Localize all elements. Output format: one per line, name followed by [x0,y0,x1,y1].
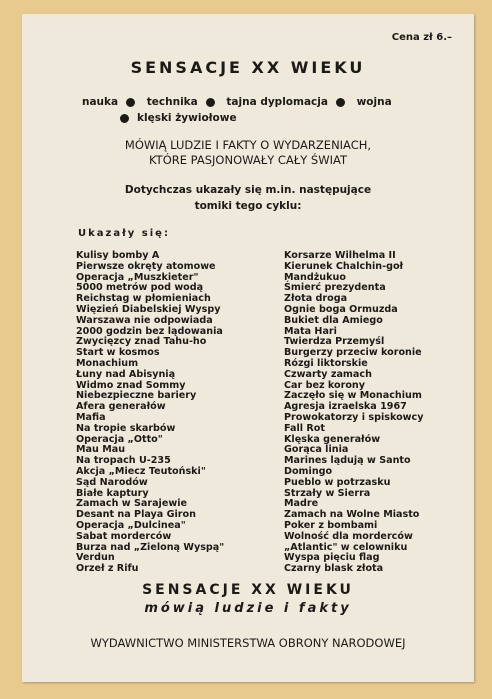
book-title-item: Złota droga [284,293,348,305]
book-title-item: Poker z bombami [284,519,378,531]
book-title-item: Mandżukuo [284,271,346,283]
book-title-item: Mafia [76,411,106,423]
book-title-item: „Atlantic" w celowniku [284,541,408,553]
book-title-item: Burza nad „Zieloną Wyspą" [76,541,225,553]
book-title-item: Car bez korony [284,379,366,391]
left-title-list [76,251,224,575]
book-title-item: Operacja „Dulcinea" [76,519,186,531]
book-title-item: Białe kaptury [76,487,149,499]
book-title-item: Korsarze Wilhelma II [284,250,396,261]
book-title-item: Rózgi liktorskie [284,357,368,369]
book-title-item: Burgerzy przeciw koronie [284,347,422,359]
book-title-item: Widmo znad Sommy [76,379,186,391]
book-title-item: Zamach na Wolne Miasto [284,509,420,521]
topic: tajna dyplomacja [226,96,328,108]
topics-line [82,94,462,126]
book-title-item: 5000 metrów pod wodą [76,282,204,294]
book-title-item: Reichstag w płomieniach [76,293,211,305]
series-title: SENSACJE XX WIEKU [130,58,366,77]
book-title-item: 2000 godzin bez lądowania [76,325,223,337]
bullet-icon [206,98,215,107]
book-title-item: Zaczęło się w Monachium [284,390,422,402]
book-title-item: Afera generałów [76,401,166,413]
tagline [22,138,474,168]
topic: klęski żywiołowe [137,112,237,124]
book-title-item: Marines lądują w Santo [284,455,411,467]
book-title-item: Strzały w Sierra [284,487,371,499]
book-title-item: Akcja „Miecz Teutoński" [76,465,206,477]
book-title-item: Warszawa nie odpowiada [76,314,213,326]
book-title-item: Mata Hari [284,325,337,337]
book-title-item: Kierunek Chalchin-goł [284,260,404,272]
book-title-item: Pueblo w potrzasku [284,476,391,488]
book-title-item: Śmierć prezydenta [284,282,386,294]
publisher-name: WYDAWNICTWO MINISTERSTWA OBRONY NARODOWEJ [90,636,406,650]
tagline-line-2: KTÓRE PASJONOWAŁY CAŁY ŚWIAT [149,153,347,167]
book-title-item: Wolność dla morderców [284,530,413,542]
book-title-item: Bukiet dla Amiego [284,314,383,326]
book-title-item: Czwarty zamach [284,368,372,380]
book-title-item: Verdun [76,552,115,564]
book-title-item: Sabat morderców [76,530,172,542]
book-title-item: Wyspa pięciu flag [284,552,380,564]
book-title-item: Niebezpieczne bariery [76,390,197,402]
book-back-cover [22,14,474,682]
book-title-item: Start w kosmos [76,347,160,359]
book-title-item: Gorąca linia [284,444,349,456]
book-title-item: Zwycięzcy znad Tahu-ho [76,336,207,348]
book-title-item: Agresja izraelska 1967 [284,401,407,413]
book-title-item: Sąd Narodów [76,476,148,488]
topic: technika [146,96,198,108]
book-title-item: Twierdza Przemyśl [284,336,385,348]
so-far-line-1: Dotychczas ukazały się m.in. następujące [124,184,372,196]
footer-series-title: SENSACJE XX WIEKU [142,582,354,598]
appeared-label: Ukazały się: [78,228,170,239]
book-title-item: Zamach w Sarajewie [76,498,188,510]
book-title-item: Ognie boga Ormuzda [284,303,398,315]
topic: nauka [82,96,119,108]
book-title-item: Na tropach U-235 [76,455,171,467]
tagline-line-1: MÓWIĄ LUDZIE I FAKTY O WYDARZENIACH, [124,138,372,152]
book-title-item: Mau Mau [76,444,126,456]
book-title-item: Na tropie skarbów [76,422,176,434]
book-title-item: Madre [284,498,319,510]
topic: wojna [356,96,392,108]
so-far-line-2: tomiki tego cyklu: [194,200,302,212]
bullet-icon [336,98,345,107]
footer-series-subtitle: mówią ludzie i fakty [144,601,352,616]
book-title-item: Pierwsze okręty atomowe [76,260,216,272]
book-title-item: Fall Rot [284,422,325,434]
bullet-icon [120,114,129,123]
book-title-item: Orzeł z Rifu [76,563,139,575]
book-title-item: Kulisy bomby A [76,250,160,261]
bullet-icon [126,98,135,107]
book-title-item: Klęska generałów [284,433,381,445]
book-title-item: Czarny blask złota [284,563,384,575]
book-title-item: Desant na Playa Giron [76,509,196,521]
book-title-item: Więzień Diabelskiej Wyspy [76,303,221,315]
book-title-item: Łuny nad Abisynią [76,368,176,380]
book-title-item: Monachium [76,357,139,369]
right-title-list [284,251,423,575]
book-title-item: Operacja „Muszkieter" [76,271,199,283]
book-title-item: Domingo [284,465,333,477]
book-title-item: Operacja „Otto" [76,433,163,445]
book-title-item: Prowokatorzy i spiskowcy [284,411,424,423]
so-far-text [22,182,474,214]
price-label: Cena zł 6.– [391,32,452,43]
